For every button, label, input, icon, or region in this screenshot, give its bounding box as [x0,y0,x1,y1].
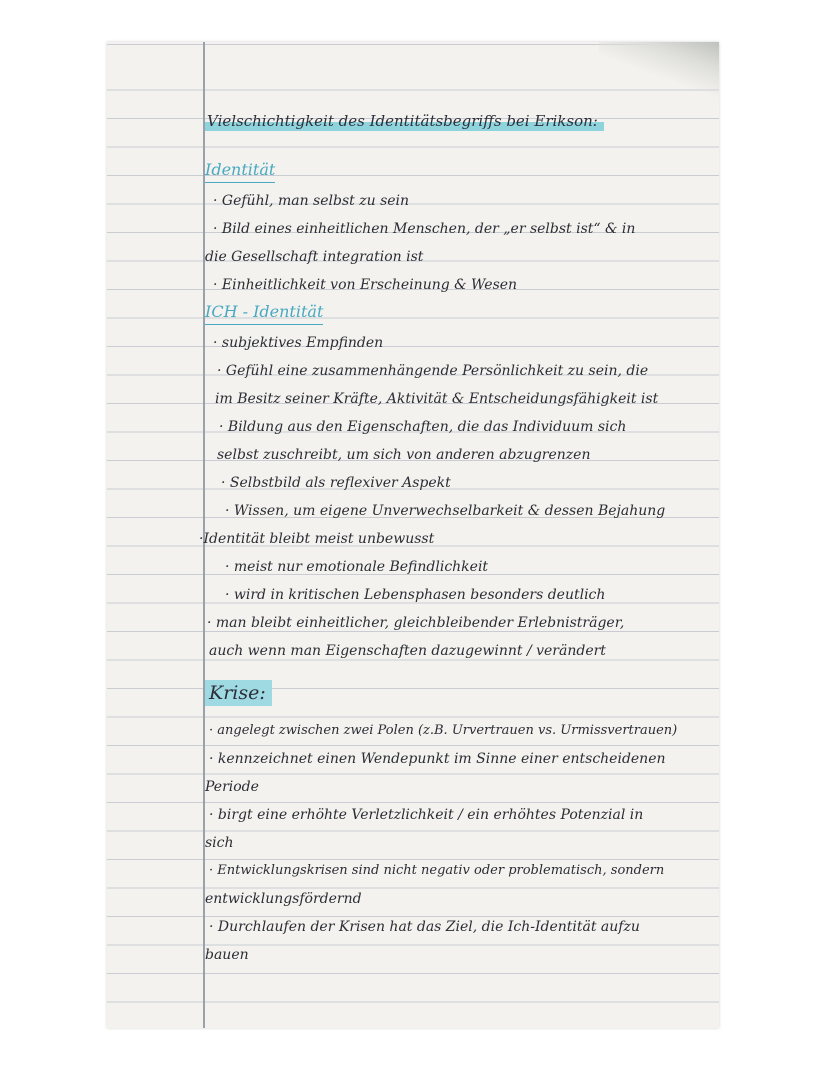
note-line: · Einheitlichkeit von Erscheinung & Wesen [213,277,518,293]
note-line: im Besitz seiner Kräfte, Aktivität & Entscheidungsfähigkeit ist [215,391,659,407]
note-line: entwicklungsfördernd [205,891,362,907]
note-line: auch wenn man Eigenschaften dazugewinnt / verändert [209,643,606,659]
note-line: bauen [205,947,249,963]
note-line: sich [205,835,234,851]
note-line: · Wissen, um eigene Unverwechselbarkeit & dessen Bejahung [225,503,666,519]
note-line: · Selbstbild als reflexiver Aspekt [221,475,451,491]
note-line: · birgt eine erhöhte Verletzlichkeit / ein erhöhtes Potenzial in [209,807,644,823]
note-line: · Bild eines einheitlichen Menschen, der „er selbst ist“ & in [213,221,636,237]
note-line: · man bleibt einheitlicher, gleichbleibender Erlebnisträger, [207,615,625,631]
page-corner-shadow [599,42,719,102]
note-line: · Entwicklungskrisen sind nicht negativ oder problematisch, sondern [209,863,665,878]
notebook-page [107,42,719,1028]
note-line: ·Identität bleibt meist unbewusst [199,531,435,547]
note-line: · wird in kritischen Lebensphasen besonders deutlich [225,587,606,603]
heading-identitaet: Identität [205,160,275,183]
note-line: · Gefühl, man selbst zu sein [213,193,410,209]
note-line: · meist nur emotionale Befindlichkeit [225,559,489,575]
note-line: · Bildung aus den Eigenschaften, die das Individuum sich [219,419,627,435]
note-line: · Gefühl eine zusammenhängende Persönlichkeit zu sein, die [217,363,649,379]
page-title: Vielschichtigkeit des Identitätsbegriffs bei Erikson: [205,110,604,132]
note-line: die Gesellschaft integration ist [205,249,424,265]
note-line: Periode [205,779,259,795]
note-line: · Durchlaufen der Krisen hat das Ziel, die Ich-Identität aufzu [209,919,640,935]
note-line: · subjektives Empfinden [213,335,384,351]
note-line: selbst zuschreibt, um sich von anderen abzugrenzen [217,447,591,463]
note-line: · kennzeichnet einen Wendepunkt im Sinne einer entscheidenen [209,751,666,767]
heading-krise: Krise: [205,680,272,706]
heading-ich-identitaet: ICH - Identität [205,302,323,325]
note-line: · angelegt zwischen zwei Polen (z.B. Urvertrauen vs. Urmissvertrauen) [209,723,678,738]
